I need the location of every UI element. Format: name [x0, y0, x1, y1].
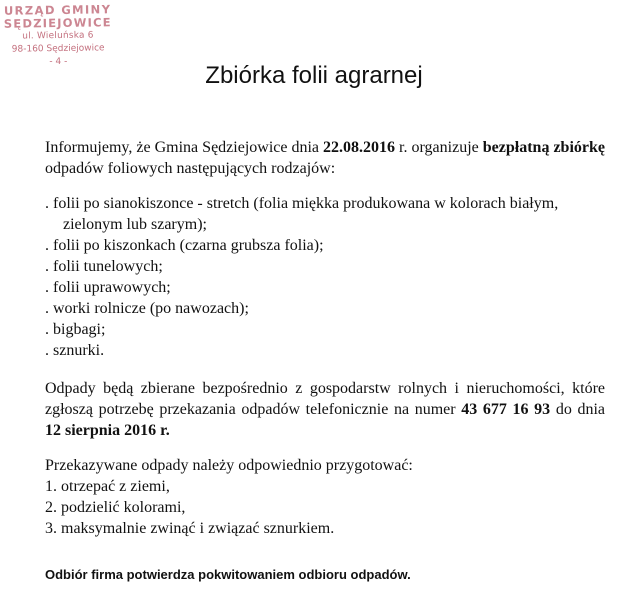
- pickup-text-1: Odpady będą zbierane bezpośrednio z gospodarstw rolnych i nieruchomości, które zgłoszą potrzebę przekazania odpadów telefonicznie na numer: [45, 380, 605, 418]
- phone-number: 43 677 16 93: [461, 401, 551, 418]
- free-label: bezpłatną: [482, 139, 550, 156]
- pickup-text-2: do dnia: [550, 401, 606, 418]
- page-title: Zbiórka folii agrarnej: [205, 62, 423, 89]
- stamp-office-name: URZĄD GMINY: [3, 2, 112, 18]
- intro-paragraph: [45, 137, 605, 179]
- preparation-heading: Przekazywane odpady należy odpowiednio przygotować:: [45, 457, 413, 474]
- stamp-municipality: SĘDZIEJOWICE: [3, 15, 112, 31]
- list-item: . worki rolnicze (po nawozach);: [45, 300, 249, 317]
- deadline-date: 12 sierpnia 2016 r.: [45, 422, 170, 439]
- list-item-continuation: zielonym lub szarym);: [63, 216, 207, 233]
- preparation-section: [45, 455, 605, 539]
- waste-types-list: [45, 193, 605, 361]
- stamp-number: - 4 -: [49, 56, 68, 68]
- list-item: . sznurki.: [45, 342, 105, 359]
- list-item: . folii po kiszonkach (czarna grubsza folia);: [45, 237, 324, 254]
- intro-text-1: Informujemy, że Gmina Sędziejowice dnia: [45, 139, 324, 156]
- collection-label: zbiórkę: [553, 139, 605, 156]
- list-item: 2. podzielić kolorami,: [45, 499, 186, 516]
- list-item: 3. maksymalnie zwinąć i związać sznurkiem.: [45, 520, 335, 537]
- list-item: 1. otrzepać z ziemi,: [45, 478, 170, 495]
- list-item: . folii tunelowych;: [45, 258, 163, 275]
- confirmation-note: Odbiór firma potwierdza pokwitowaniem odbioru odpadów.: [45, 567, 411, 582]
- list-item: . folii po sianokiszonce - stretch (folia miękka produkowana w kolorach białym,: [45, 195, 559, 212]
- intro-text-3: odpadów foliowych następujących rodzajów:: [45, 160, 336, 177]
- collection-date: 22.08.2016: [323, 139, 396, 156]
- stamp-street: ul. Wieluńska 6: [22, 30, 94, 42]
- stamp-postal-city: 98-160 Sędziejowice: [11, 43, 105, 55]
- list-item: . folii uprawowych;: [45, 279, 171, 296]
- pickup-paragraph: [45, 378, 605, 441]
- intro-text-2: r. organizuje: [395, 139, 483, 156]
- list-item: . bigbagi;: [45, 321, 106, 338]
